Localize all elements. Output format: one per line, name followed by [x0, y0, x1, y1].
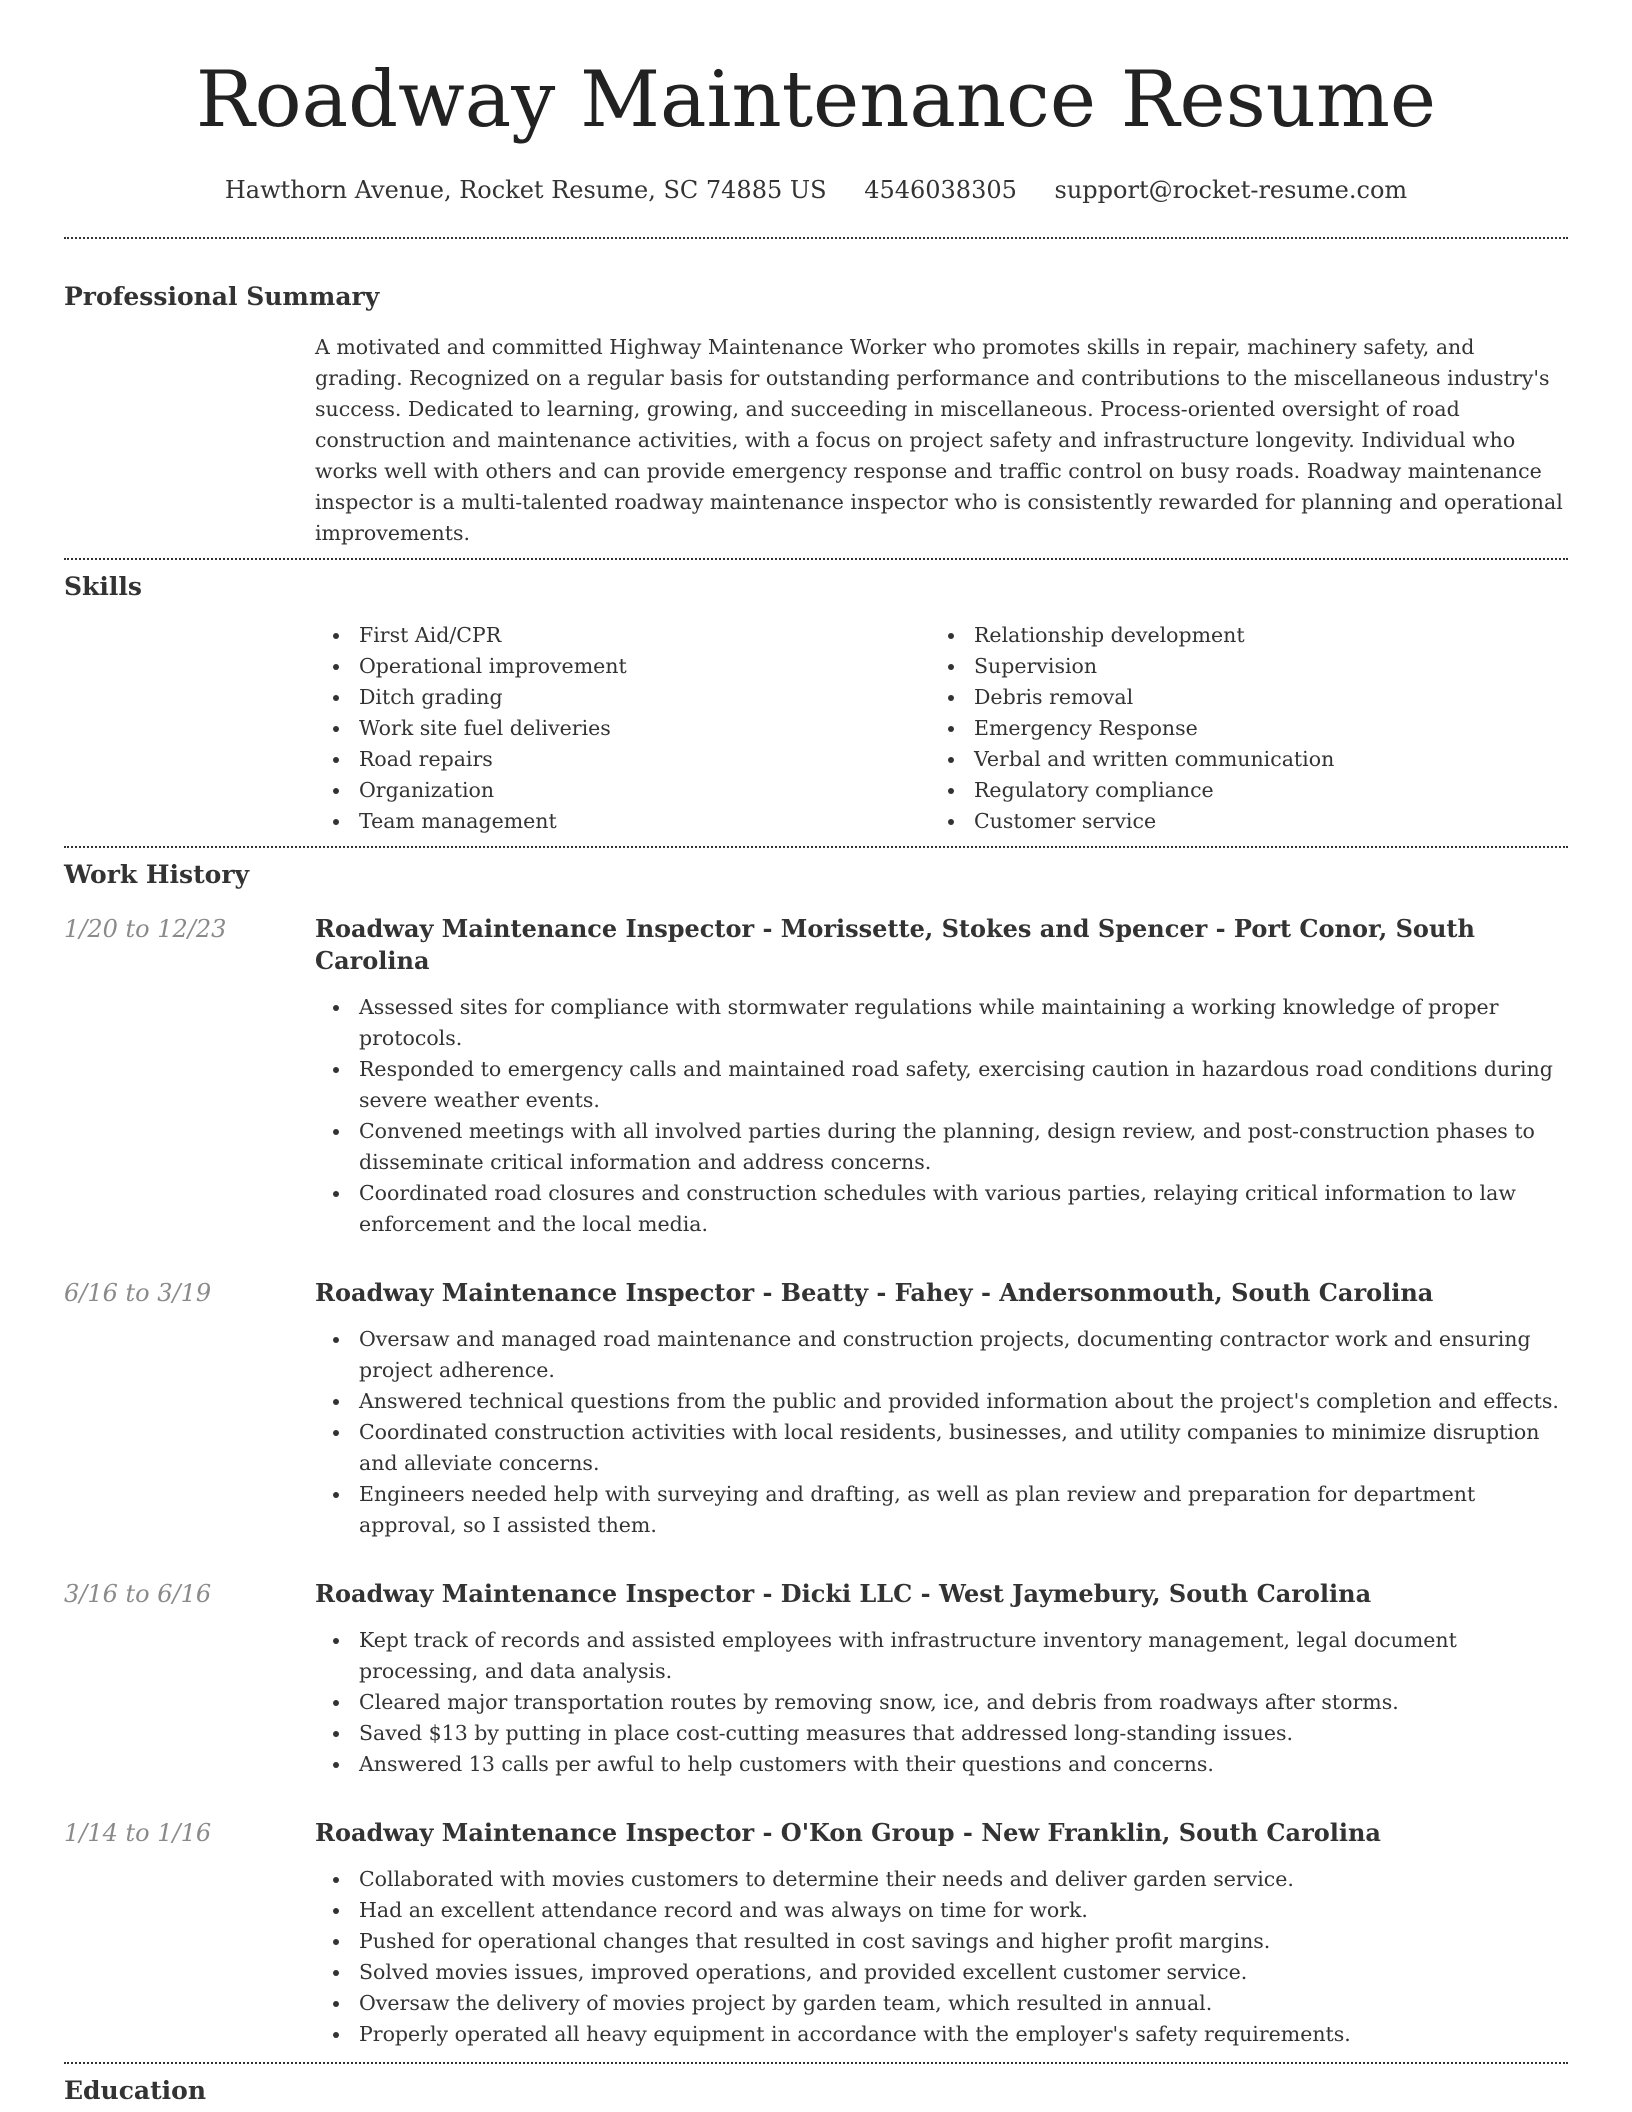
job-details	[315, 1817, 1568, 2050]
skills-left-gutter	[64, 620, 315, 837]
summary-left-gutter	[64, 332, 315, 549]
education-heading: Education	[64, 2076, 207, 2105]
skill-item: Regulatory compliance	[974, 775, 1545, 806]
job-entry	[64, 1578, 1568, 1780]
summary-text: A motivated and committed Highway Maintenance Worker who promotes skills in repair, machinery safety, and grading. Recognized on a regular basis for outstanding performance and contributions to the miscellaneous industry's success. Dedicated to learning, growing, and succeeding in miscellaneous. Process-oriented oversight of road construction and maintenance activities, with a focus on project safety and infrastructure longevity. Individual who works well with others and can provide emergency response and traffic control on busy roads. Roadway maintenance inspector is a multi-talented roadway maintenance inspector who is consistently rewarded for planning and operational improvements.	[315, 335, 1563, 545]
summary-section	[64, 332, 1568, 549]
skill-item: Debris removal	[974, 682, 1545, 713]
contact-phone: 4546038305	[864, 176, 1017, 204]
summary-body	[315, 332, 1568, 549]
job-title: Roadway Maintenance Inspector - Dicki LLC - West Jaymebury, South Carolina	[315, 1579, 1372, 1608]
skills-heading: Skills	[64, 572, 142, 601]
job-bullet: Had an excellent attendance record and was always on time for work.	[359, 1895, 1568, 1926]
skills-list-left	[315, 620, 930, 837]
skill-item: Team management	[359, 806, 930, 837]
job-bullets	[315, 992, 1568, 1240]
divider	[64, 846, 1568, 848]
job-title: Roadway Maintenance Inspector - Beatty - Fahey - Andersonmouth, South Carolina	[315, 1278, 1434, 1307]
job-details	[315, 1578, 1568, 1780]
job-bullet: Answered technical questions from the public and provided information about the project's completion and effects.	[359, 1386, 1568, 1417]
job-bullet: Saved $13 by putting in place cost-cutting measures that addressed long-standing issues.	[359, 1718, 1568, 1749]
job-bullet: Solved movies issues, improved operations, and provided excellent customer service.	[359, 1957, 1568, 1988]
job-dates: 3/16 to 6/16	[64, 1580, 212, 1608]
skills-column-left	[315, 620, 930, 837]
skills-column-right	[930, 620, 1545, 837]
job-bullets	[315, 1324, 1568, 1541]
job-dates: 1/14 to 1/16	[64, 1819, 212, 1847]
divider	[64, 2062, 1568, 2064]
job-bullet: Oversaw the delivery of movies project by garden team, which resulted in annual.	[359, 1988, 1568, 2019]
skill-item: Ditch grading	[359, 682, 930, 713]
job-bullet: Coordinated construction activities with local residents, businesses, and utility companies to minimize disruption and alleviate concerns.	[359, 1417, 1568, 1479]
job-bullet: Engineers needed help with surveying and drafting, as well as plan review and preparation for department approval, so I assisted them.	[359, 1479, 1568, 1541]
job-bullet: Answered 13 calls per awful to help customers with their questions and concerns.	[359, 1749, 1568, 1780]
job-bullet: Collaborated with movies customers to determine their needs and deliver garden service.	[359, 1864, 1568, 1895]
divider	[64, 558, 1568, 560]
job-dates: 6/16 to 3/19	[64, 1279, 212, 1307]
job-details	[315, 913, 1568, 1240]
skill-item: Relationship development	[974, 620, 1545, 651]
job-title: Roadway Maintenance Inspector - Morissette, Stokes and Spencer - Port Conor, South Carolina	[315, 914, 1475, 975]
job-details	[315, 1277, 1568, 1541]
contact-line	[64, 174, 1568, 206]
job-bullet: Properly operated all heavy equipment in accordance with the employer's safety requirements.	[359, 2019, 1568, 2050]
job-bullet: Coordinated road closures and construction schedules with various parties, relaying critical information to law enforcement and the local media.	[359, 1178, 1568, 1240]
job-bullets	[315, 1864, 1568, 2050]
summary-heading: Professional Summary	[64, 282, 380, 311]
skills-grid	[315, 620, 1568, 837]
job-bullet: Pushed for operational changes that resulted in cost savings and higher profit margins.	[359, 1926, 1568, 1957]
skill-item: Emergency Response	[974, 713, 1545, 744]
divider	[64, 237, 1568, 239]
job-bullet: Responded to emergency calls and maintained road safety, exercising caution in hazardous road conditions during severe weather events.	[359, 1054, 1568, 1116]
skills-list-right	[930, 620, 1545, 837]
job-entry	[64, 1277, 1568, 1541]
skill-item: Work site fuel deliveries	[359, 713, 930, 744]
job-title: Roadway Maintenance Inspector - O'Kon Group - New Franklin, South Carolina	[315, 1818, 1381, 1847]
job-entry	[64, 1817, 1568, 2050]
skill-item: Road repairs	[359, 744, 930, 775]
job-bullet: Oversaw and managed road maintenance and construction projects, documenting contractor work and ensuring project adherence.	[359, 1324, 1568, 1386]
skill-item: Verbal and written communication	[974, 744, 1545, 775]
job-bullet: Kept track of records and assisted employees with infrastructure inventory management, legal document processing, and data analysis.	[359, 1625, 1568, 1687]
job-entry	[64, 913, 1568, 1240]
job-bullet: Cleared major transportation routes by removing snow, ice, and debris from roadways after storms.	[359, 1687, 1568, 1718]
resume-content	[64, 0, 1568, 2107]
job-bullet: Assessed sites for compliance with stormwater regulations while maintaining a working knowledge of proper protocols.	[359, 992, 1568, 1054]
skills-section	[64, 620, 1568, 837]
work-history-heading: Work History	[64, 860, 250, 889]
resume-title: Roadway Maintenance Resume	[195, 55, 1437, 145]
skill-item: Supervision	[974, 651, 1545, 682]
skill-item: Operational improvement	[359, 651, 930, 682]
contact-address: Hawthorn Avenue, Rocket Resume, SC 74885 US	[224, 176, 827, 204]
job-bullet: Convened meetings with all involved parties during the planning, design review, and post-construction phases to disseminate critical information and address concerns.	[359, 1116, 1568, 1178]
skill-item: First Aid/CPR	[359, 620, 930, 651]
job-dates: 1/20 to 12/23	[64, 915, 227, 943]
contact-email: support@rocket-resume.com	[1054, 176, 1408, 204]
job-bullets	[315, 1625, 1568, 1780]
skill-item: Organization	[359, 775, 930, 806]
skill-item: Customer service	[974, 806, 1545, 837]
